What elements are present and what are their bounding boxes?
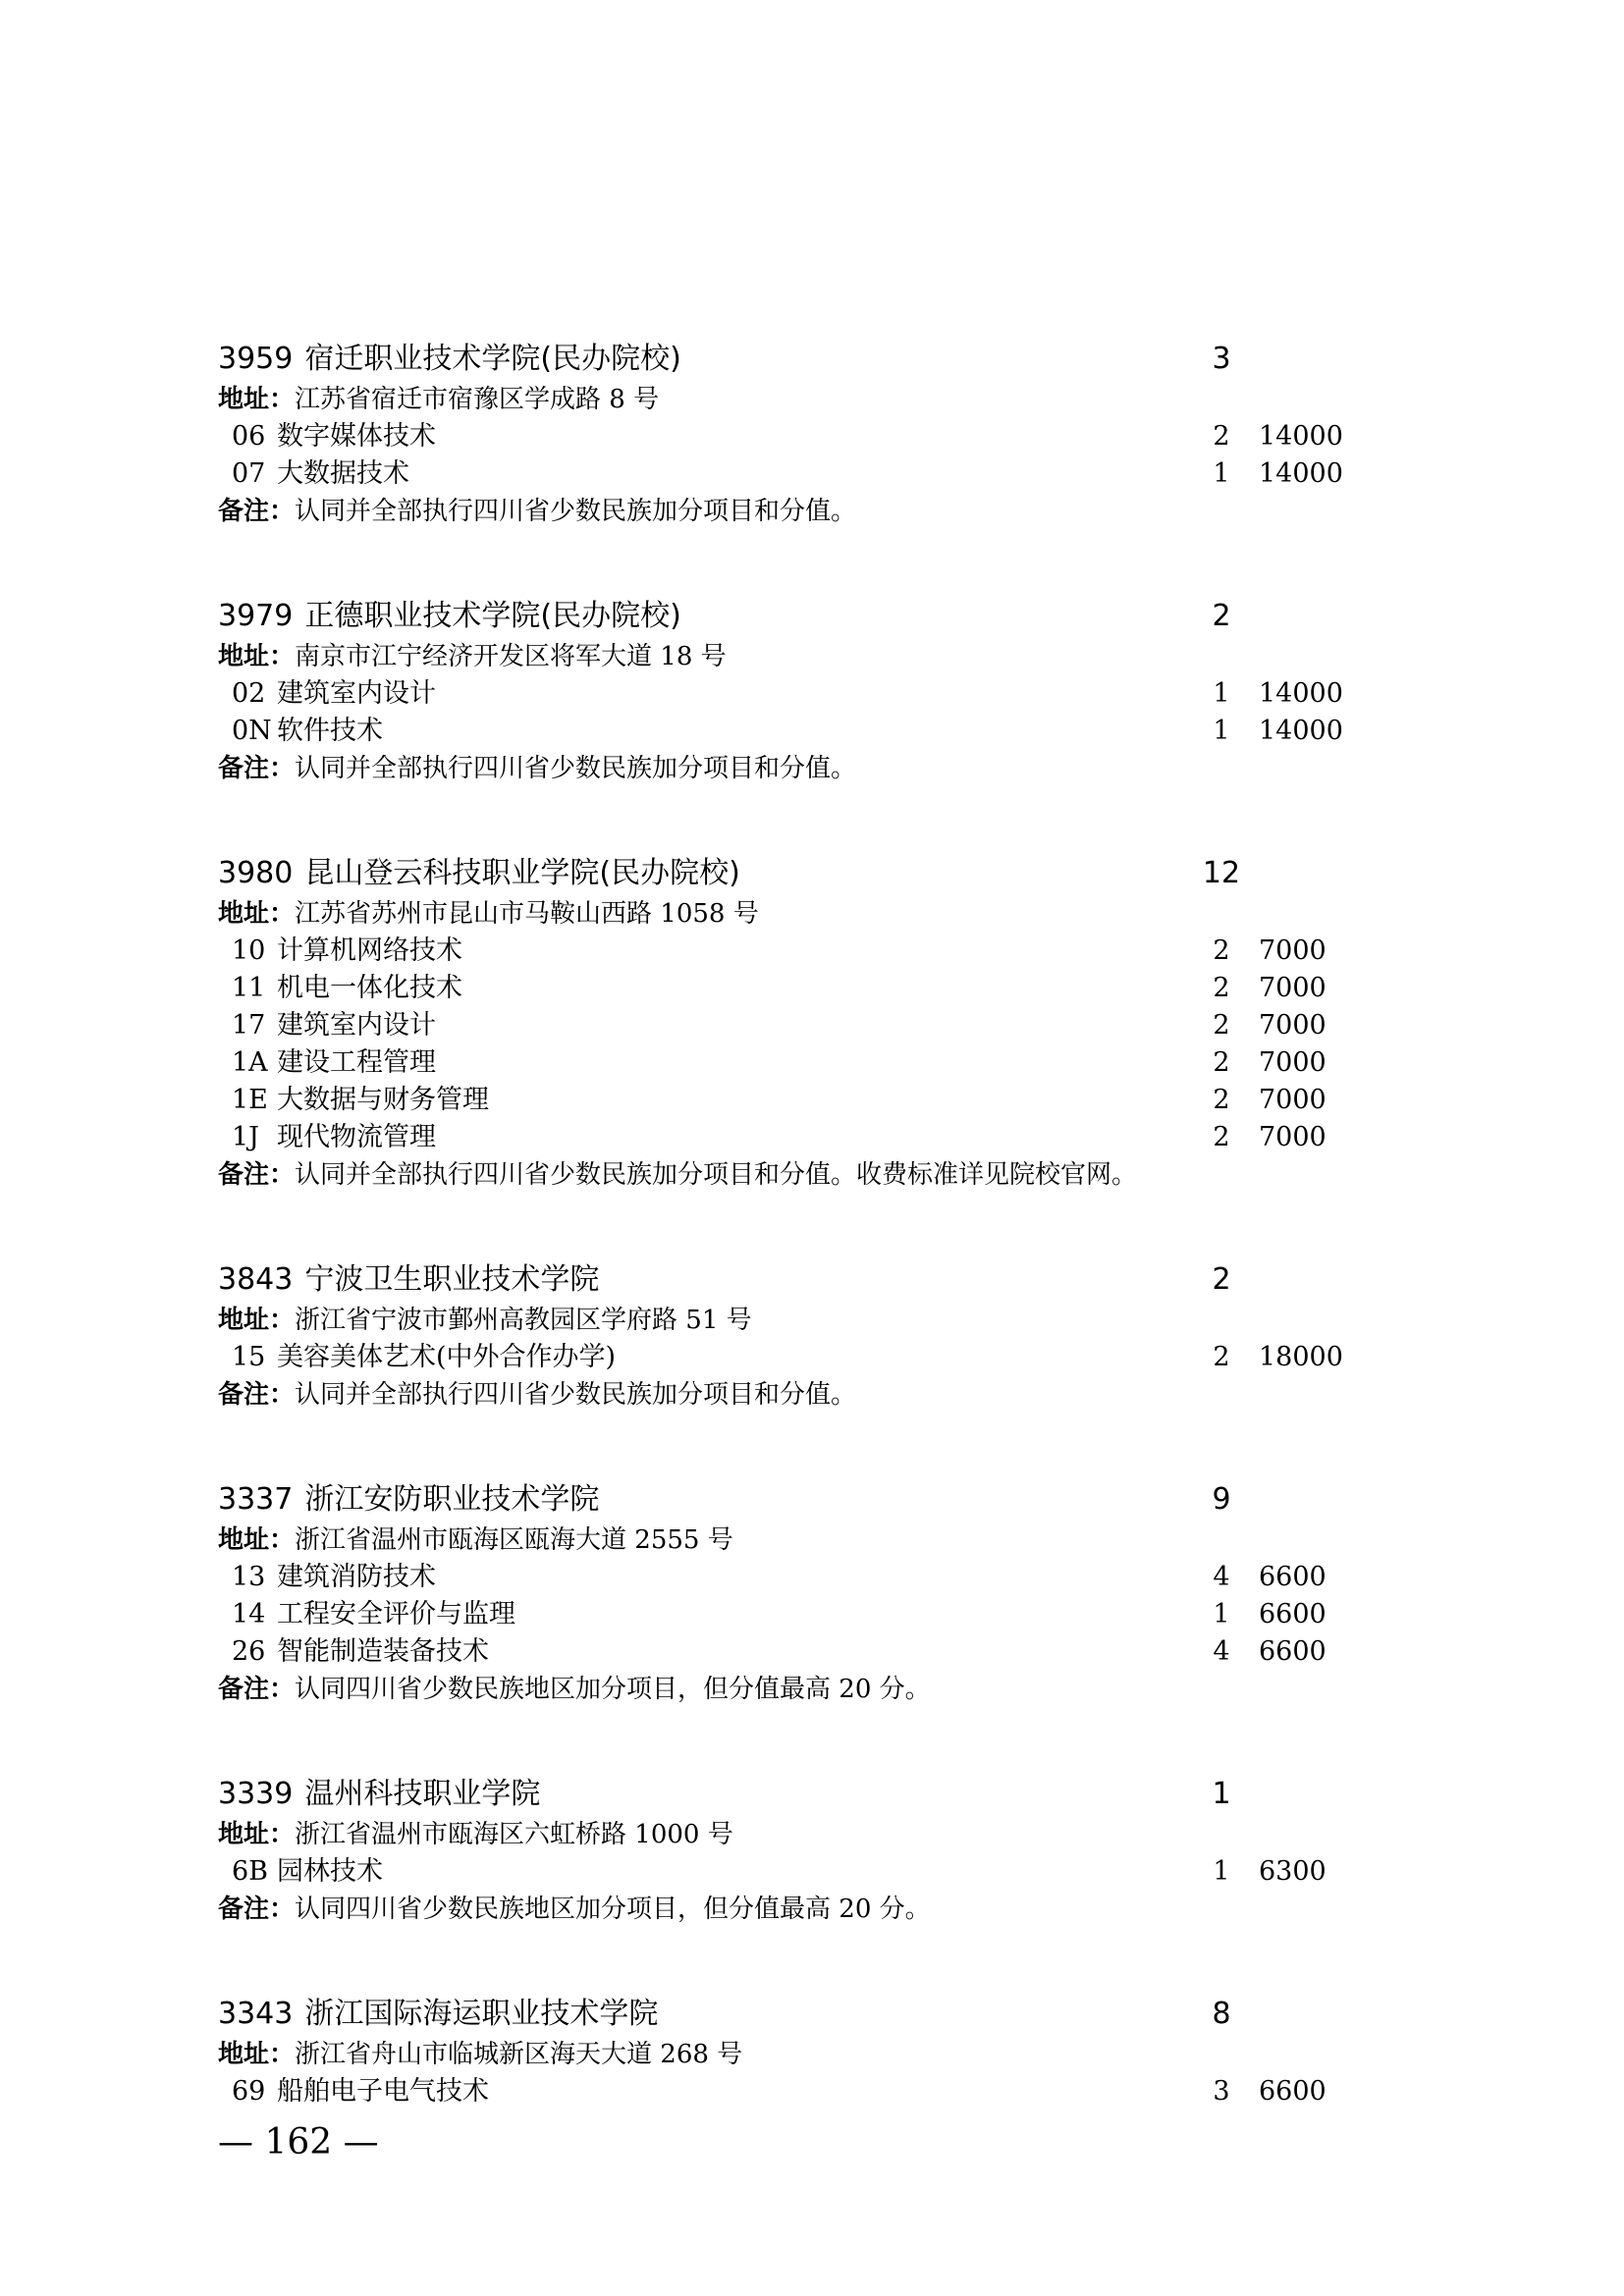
major-quota: 2 — [1213, 1010, 1230, 1041]
address-text: 江苏省宿迁市宿豫区学成路 8 号 — [295, 385, 660, 414]
address-label: 地址： — [218, 385, 296, 414]
note-label: 备注： — [218, 1380, 296, 1410]
major-code: 10 — [232, 935, 266, 966]
school-total-quota: 9 — [1212, 1482, 1231, 1517]
major-name: 计算机网络技术 — [277, 935, 462, 966]
school-note — [218, 1156, 1396, 1194]
major-quota: 3 — [1213, 2076, 1230, 2107]
school-address — [218, 1302, 1396, 1339]
major-name: 软件技术 — [277, 716, 383, 746]
note-label: 备注： — [218, 1895, 296, 1924]
major-code: 06 — [232, 421, 266, 452]
major-fee: 14000 — [1259, 716, 1343, 746]
school-note — [218, 493, 1396, 530]
major-code: 13 — [232, 1562, 266, 1592]
major-name: 数字媒体技术 — [277, 421, 436, 452]
address-label: 地址： — [218, 2040, 296, 2069]
school-address — [218, 2036, 1396, 2073]
major-row — [218, 1339, 1396, 1376]
note-text: 认同并全部执行四川省少数民族加分项目和分值。 — [295, 754, 857, 783]
major-fee: 7000 — [1259, 1047, 1326, 1078]
address-label: 地址： — [218, 899, 296, 929]
major-name: 智能制造装备技术 — [277, 1636, 489, 1667]
major-name: 现代物流管理 — [277, 1122, 436, 1152]
major-row — [218, 1596, 1396, 1633]
school-address — [218, 1816, 1396, 1853]
major-quota: 2 — [1213, 973, 1230, 1003]
note-label: 备注： — [218, 1160, 296, 1190]
major-row — [218, 713, 1396, 750]
major-name: 船舶电子电气技术 — [277, 2076, 489, 2107]
major-code: 6B — [232, 1856, 269, 1887]
major-fee: 7000 — [1259, 1122, 1326, 1152]
major-fee: 14000 — [1259, 421, 1343, 452]
address-text: 浙江省温州市瓯海区瓯海大道 2555 号 — [295, 1525, 733, 1555]
note-text: 认同四川省少数民族地区加分项目，但分值最高 20 分。 — [295, 1895, 931, 1924]
major-name: 机电一体化技术 — [277, 973, 462, 1003]
major-name: 建筑室内设计 — [277, 1010, 436, 1041]
major-fee: 14000 — [1259, 458, 1343, 489]
school-total-quota: 1 — [1212, 1777, 1231, 1811]
school-name: 昆山登云科技职业学院(民办院校) — [304, 856, 740, 890]
major-fee: 7000 — [1259, 1085, 1326, 1115]
school-total-quota: 2 — [1212, 599, 1231, 633]
school-total-quota: 2 — [1212, 1262, 1231, 1297]
major-code: 02 — [232, 678, 266, 709]
major-quota: 1 — [1213, 1599, 1230, 1629]
school-block — [218, 1993, 1396, 2110]
school-code: 3337 — [218, 1482, 294, 1517]
school-block — [218, 1478, 1396, 1708]
school-name: 浙江安防职业技术学院 — [304, 1482, 600, 1517]
school-code: 3980 — [218, 856, 294, 890]
school-total-quota: 12 — [1202, 856, 1241, 890]
school-block — [218, 852, 1396, 1194]
major-code: 15 — [232, 1342, 266, 1372]
major-row — [218, 970, 1396, 1007]
major-fee: 14000 — [1259, 678, 1343, 709]
major-row — [218, 1007, 1396, 1044]
major-name: 大数据技术 — [277, 458, 409, 489]
major-quota: 2 — [1213, 421, 1230, 452]
school-total-quota: 3 — [1212, 342, 1231, 376]
major-name: 工程安全评价与监理 — [277, 1599, 515, 1629]
major-row — [218, 1633, 1396, 1671]
school-name: 正德职业技术学院(民办院校) — [304, 599, 681, 633]
school-name: 浙江国际海运职业技术学院 — [304, 1997, 659, 2031]
school-name: 宁波卫生职业技术学院 — [304, 1262, 600, 1297]
school-header — [218, 595, 1396, 638]
major-fee: 6300 — [1259, 1856, 1326, 1887]
school-address — [218, 638, 1396, 675]
page-number: — 162 — — [218, 2122, 379, 2163]
major-code: 1A — [232, 1047, 268, 1078]
major-quota: 4 — [1213, 1636, 1230, 1667]
school-note — [218, 1376, 1396, 1414]
major-row — [218, 1559, 1396, 1596]
major-quota: 1 — [1213, 458, 1230, 489]
major-code: 26 — [232, 1636, 266, 1667]
school-name: 温州科技职业学院 — [304, 1777, 541, 1811]
school-note — [218, 1671, 1396, 1708]
school-header — [218, 1773, 1396, 1816]
school-code: 3959 — [218, 342, 294, 376]
major-fee: 6600 — [1259, 1562, 1326, 1592]
major-code: 17 — [232, 1010, 266, 1041]
major-name: 美容美体艺术(中外合作办学) — [277, 1342, 617, 1372]
major-fee: 6600 — [1259, 1599, 1326, 1629]
address-text: 浙江省舟山市临城新区海天大道 268 号 — [295, 2040, 743, 2069]
note-label: 备注： — [218, 754, 296, 783]
address-text: 浙江省宁波市鄞州高教园区学府路 51 号 — [295, 1306, 752, 1335]
school-code: 3979 — [218, 599, 294, 633]
note-text: 认同并全部执行四川省少数民族加分项目和分值。收费标准详见院校官网。 — [295, 1160, 1138, 1190]
major-row — [218, 675, 1396, 713]
major-quota: 2 — [1213, 935, 1230, 966]
major-code: 69 — [232, 2076, 266, 2107]
address-text: 南京市江宁经济开发区将军大道 18 号 — [295, 642, 727, 671]
major-quota: 2 — [1213, 1085, 1230, 1115]
school-address — [218, 1522, 1396, 1559]
school-block — [218, 595, 1396, 787]
major-row — [218, 933, 1396, 970]
major-code: 14 — [232, 1599, 266, 1629]
major-name: 建筑室内设计 — [277, 678, 436, 709]
school-code: 3843 — [218, 1262, 294, 1297]
major-row — [218, 1119, 1396, 1156]
major-fee: 6600 — [1259, 1636, 1326, 1667]
school-address — [218, 895, 1396, 933]
major-row — [218, 1082, 1396, 1119]
note-text: 认同并全部执行四川省少数民族加分项目和分值。 — [295, 1380, 857, 1410]
address-label: 地址： — [218, 1820, 296, 1849]
address-label: 地址： — [218, 1525, 296, 1555]
major-fee: 6600 — [1259, 2076, 1326, 2107]
school-header — [218, 1993, 1396, 2036]
note-label: 备注： — [218, 497, 296, 526]
major-row — [218, 418, 1396, 455]
major-fee: 7000 — [1259, 935, 1326, 966]
school-code: 3339 — [218, 1777, 294, 1811]
major-quota: 2 — [1213, 1047, 1230, 1078]
address-label: 地址： — [218, 1306, 296, 1335]
school-header — [218, 338, 1396, 381]
note-label: 备注： — [218, 1675, 296, 1704]
major-quota: 1 — [1213, 678, 1230, 709]
major-code: 07 — [232, 458, 266, 489]
major-quota: 2 — [1213, 1122, 1230, 1152]
note-text: 认同四川省少数民族地区加分项目，但分值最高 20 分。 — [295, 1675, 931, 1704]
school-block — [218, 338, 1396, 530]
major-name: 大数据与财务管理 — [277, 1085, 489, 1115]
major-row — [218, 2073, 1396, 2110]
school-address — [218, 381, 1396, 418]
address-text: 浙江省温州市瓯海区六虹桥路 1000 号 — [295, 1820, 733, 1849]
major-row — [218, 1853, 1396, 1891]
major-quota: 1 — [1213, 716, 1230, 746]
school-block — [218, 1258, 1396, 1414]
school-header — [218, 1258, 1396, 1302]
address-label: 地址： — [218, 642, 296, 671]
major-name: 建设工程管理 — [277, 1047, 436, 1078]
major-fee: 7000 — [1259, 1010, 1326, 1041]
major-name: 建筑消防技术 — [277, 1562, 436, 1592]
school-total-quota: 8 — [1212, 1997, 1231, 2031]
school-block — [218, 1773, 1396, 1928]
major-row — [218, 1044, 1396, 1082]
major-quota: 4 — [1213, 1562, 1230, 1592]
major-code: 1E — [232, 1085, 268, 1115]
school-note — [218, 1891, 1396, 1928]
major-fee: 7000 — [1259, 973, 1326, 1003]
note-text: 认同并全部执行四川省少数民族加分项目和分值。 — [295, 497, 857, 526]
major-quota: 1 — [1213, 1856, 1230, 1887]
major-fee: 18000 — [1259, 1342, 1343, 1372]
school-header — [218, 852, 1396, 895]
school-name: 宿迁职业技术学院(民办院校) — [304, 342, 681, 376]
major-row — [218, 455, 1396, 493]
school-note — [218, 750, 1396, 787]
major-code: 1J — [232, 1122, 260, 1152]
school-code: 3343 — [218, 1997, 294, 2031]
school-list — [218, 338, 1396, 2110]
school-header — [218, 1478, 1396, 1522]
major-quota: 2 — [1213, 1342, 1230, 1372]
major-code: 11 — [232, 973, 266, 1003]
address-text: 江苏省苏州市昆山市马鞍山西路 1058 号 — [295, 899, 759, 929]
major-code: 0N — [232, 716, 272, 746]
major-name: 园林技术 — [277, 1856, 383, 1887]
